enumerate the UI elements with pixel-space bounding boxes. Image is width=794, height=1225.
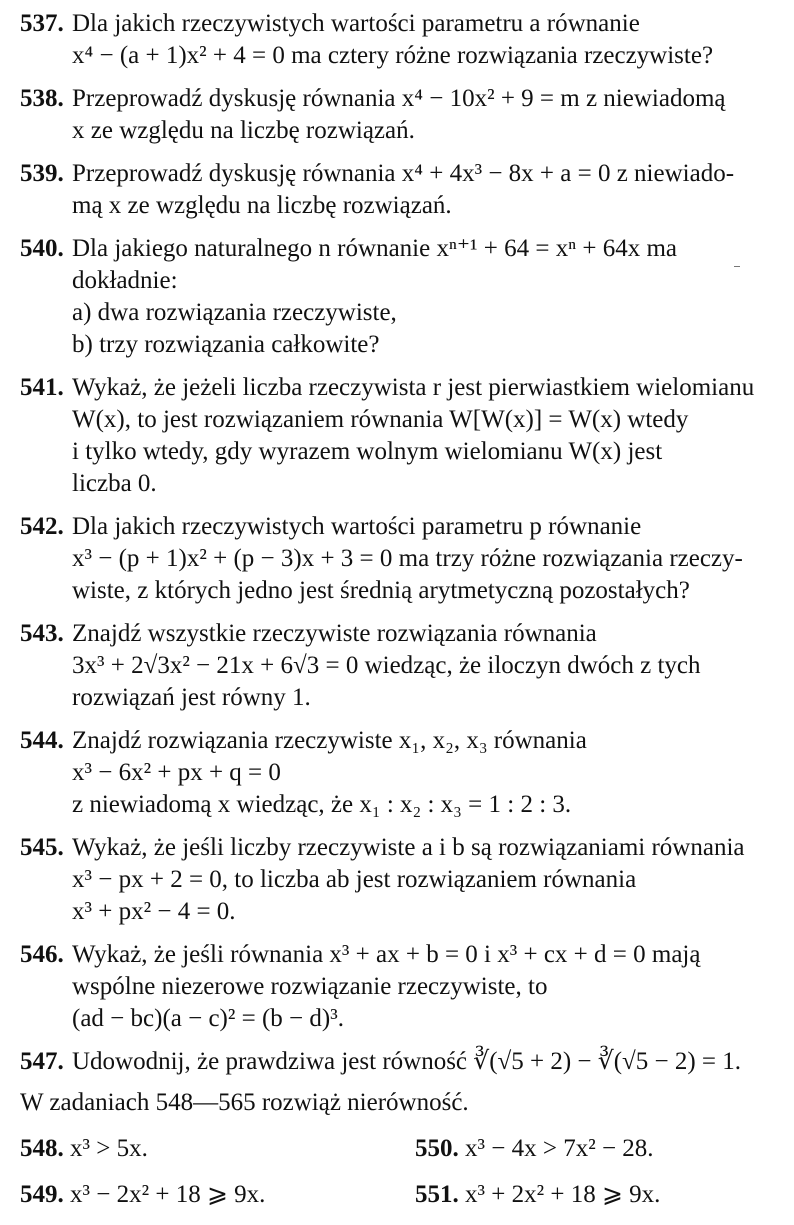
problem-number: 543. bbox=[20, 620, 64, 647]
problem-number: 544. bbox=[20, 727, 64, 754]
problem-text bbox=[72, 1046, 760, 1078]
problem-544 bbox=[20, 725, 760, 821]
scan-mark bbox=[734, 266, 740, 267]
problem-text bbox=[72, 618, 760, 714]
problem-549 bbox=[20, 1179, 415, 1211]
problem-equation: x³ − 6x² + px + q = 0 bbox=[72, 759, 281, 786]
problem-number: 541. bbox=[20, 374, 64, 401]
problem-line: Wykaż, że jeśli równania x³ + ax + b = 0 i x³ + cx + d = 0 mają bbox=[72, 941, 701, 968]
problem-546 bbox=[20, 939, 760, 1035]
problem-text bbox=[72, 8, 760, 72]
problem-number: 538. bbox=[20, 85, 64, 112]
problem-550 bbox=[415, 1133, 760, 1165]
problem-540 bbox=[20, 233, 760, 361]
problem-line: z niewiadomą x wiedząc, że x₁ : x₂ : x₃ = 1 : 2 : 3. bbox=[72, 791, 572, 818]
problem-548 bbox=[20, 1133, 415, 1165]
problem-line: Dla jakiego naturalnego n równanie xⁿ⁺¹ + 64 = xⁿ + 64x ma bbox=[72, 235, 677, 262]
problem-line: x³ − px + 2 = 0, to liczba ab jest rozwiązaniem równania bbox=[72, 866, 637, 893]
problem-number: 547. bbox=[20, 1048, 64, 1075]
problem-539 bbox=[20, 158, 760, 222]
problem-line: Udowodnij, że prawdziwa jest równość ∛(√5 + 2) − ∛(√5 − 2) = 1. bbox=[72, 1048, 742, 1075]
problem-line: wspólne niezerowe rozwiązanie rzeczywiste, to bbox=[72, 973, 548, 1000]
problem-number: 550. bbox=[415, 1135, 459, 1162]
inequality-row bbox=[20, 1133, 760, 1165]
problem-537 bbox=[20, 8, 760, 72]
problem-text bbox=[72, 83, 760, 147]
problem-equation: x³ + px² − 4 = 0. bbox=[72, 898, 236, 925]
problem-equation: (ad − bc)(a − c)² = (b − d)³. bbox=[72, 1005, 344, 1032]
problem-541 bbox=[20, 372, 760, 500]
problem-547 bbox=[20, 1046, 760, 1078]
problem-number: 537. bbox=[20, 10, 64, 37]
problem-line: liczba 0. bbox=[72, 470, 157, 497]
problem-text bbox=[72, 939, 760, 1035]
problem-text bbox=[72, 233, 760, 361]
problem-line: i tylko wtedy, gdy wyrazem wolnym wielomianu W(x) jest bbox=[72, 438, 663, 465]
problem-equation: x³ + 2x² + 18 ⩾ 9x. bbox=[465, 1181, 661, 1208]
problem-equation: x³ − 2x² + 18 ⩾ 9x. bbox=[70, 1181, 266, 1208]
problem-number: 546. bbox=[20, 941, 64, 968]
problem-text bbox=[72, 158, 760, 222]
problem-line: Wykaż, że jeżeli liczba rzeczywista r jest pierwiastkiem wielomianu bbox=[72, 374, 755, 401]
problem-545 bbox=[20, 832, 760, 928]
exercise-page bbox=[20, 8, 760, 1225]
problem-line: dokładnie: bbox=[72, 267, 178, 294]
problem-option-a: a) dwa rozwiązania rzeczywiste, bbox=[72, 299, 397, 326]
problem-line: Wykaż, że jeśli liczby rzeczywiste a i b są rozwiązaniami równania bbox=[72, 834, 745, 861]
problem-line: wiste, z których jedno jest średnią arytmetyczną pozostałych? bbox=[72, 577, 690, 604]
problem-line: mą x ze względu na liczbę rozwiązań. bbox=[72, 192, 452, 219]
problem-number: 542. bbox=[20, 513, 64, 540]
problem-text bbox=[72, 372, 760, 500]
problem-text bbox=[72, 832, 760, 928]
problem-number: 540. bbox=[20, 235, 64, 262]
section-intro: W zadaniach 548—565 rozwiąż nierówność. bbox=[20, 1089, 469, 1116]
problem-543 bbox=[20, 618, 760, 714]
problem-line: Znajdź wszystkie rzeczywiste rozwiązania równania bbox=[72, 620, 597, 647]
problem-equation: x³ > 5x. bbox=[70, 1135, 148, 1162]
problem-line: Znajdź rozwiązania rzeczywiste x₁, x₂, x₃ równania bbox=[72, 727, 587, 754]
problem-line: x⁴ − (a + 1)x² + 4 = 0 ma cztery różne rozwiązania rzeczywiste? bbox=[72, 42, 714, 69]
problem-line: Dla jakich rzeczywistych wartości parametru p równanie bbox=[72, 513, 642, 540]
problem-line: W(x), to jest rozwiązaniem równania W[W(x)] = W(x) wtedy bbox=[72, 406, 689, 433]
problem-text bbox=[72, 511, 760, 607]
problem-number: 545. bbox=[20, 834, 64, 861]
problem-text bbox=[72, 725, 760, 821]
problem-option-b: b) trzy rozwiązania całkowite? bbox=[72, 331, 380, 358]
problem-line: x³ − (p + 1)x² + (p − 3)x + 3 = 0 ma trzy różne rozwiązania rzeczy- bbox=[72, 545, 743, 572]
problem-line: rozwiązań jest równy 1. bbox=[72, 684, 311, 711]
problem-542 bbox=[20, 511, 760, 607]
problem-538 bbox=[20, 83, 760, 147]
problem-number: 549. bbox=[20, 1181, 64, 1208]
problem-number: 539. bbox=[20, 160, 64, 187]
inequality-row bbox=[20, 1179, 760, 1211]
problem-line: Dla jakich rzeczywistych wartości parametru a równanie bbox=[72, 10, 640, 37]
problem-equation: x³ − 4x > 7x² − 28. bbox=[465, 1135, 654, 1162]
problem-line: 3x³ + 2√3x² − 21x + 6√3 = 0 wiedząc, że iloczyn dwóch z tych bbox=[72, 652, 701, 679]
problem-number: 551. bbox=[415, 1181, 459, 1208]
problem-line: Przeprowadź dyskusję równania x⁴ + 4x³ − 8x + a = 0 z niewiado- bbox=[72, 160, 735, 187]
problem-line: Przeprowadź dyskusję równania x⁴ − 10x² + 9 = m z niewiadomą bbox=[72, 85, 726, 112]
problem-number: 548. bbox=[20, 1135, 64, 1162]
problem-line: x ze względu na liczbę rozwiązań. bbox=[72, 117, 415, 144]
problem-551 bbox=[415, 1179, 760, 1211]
